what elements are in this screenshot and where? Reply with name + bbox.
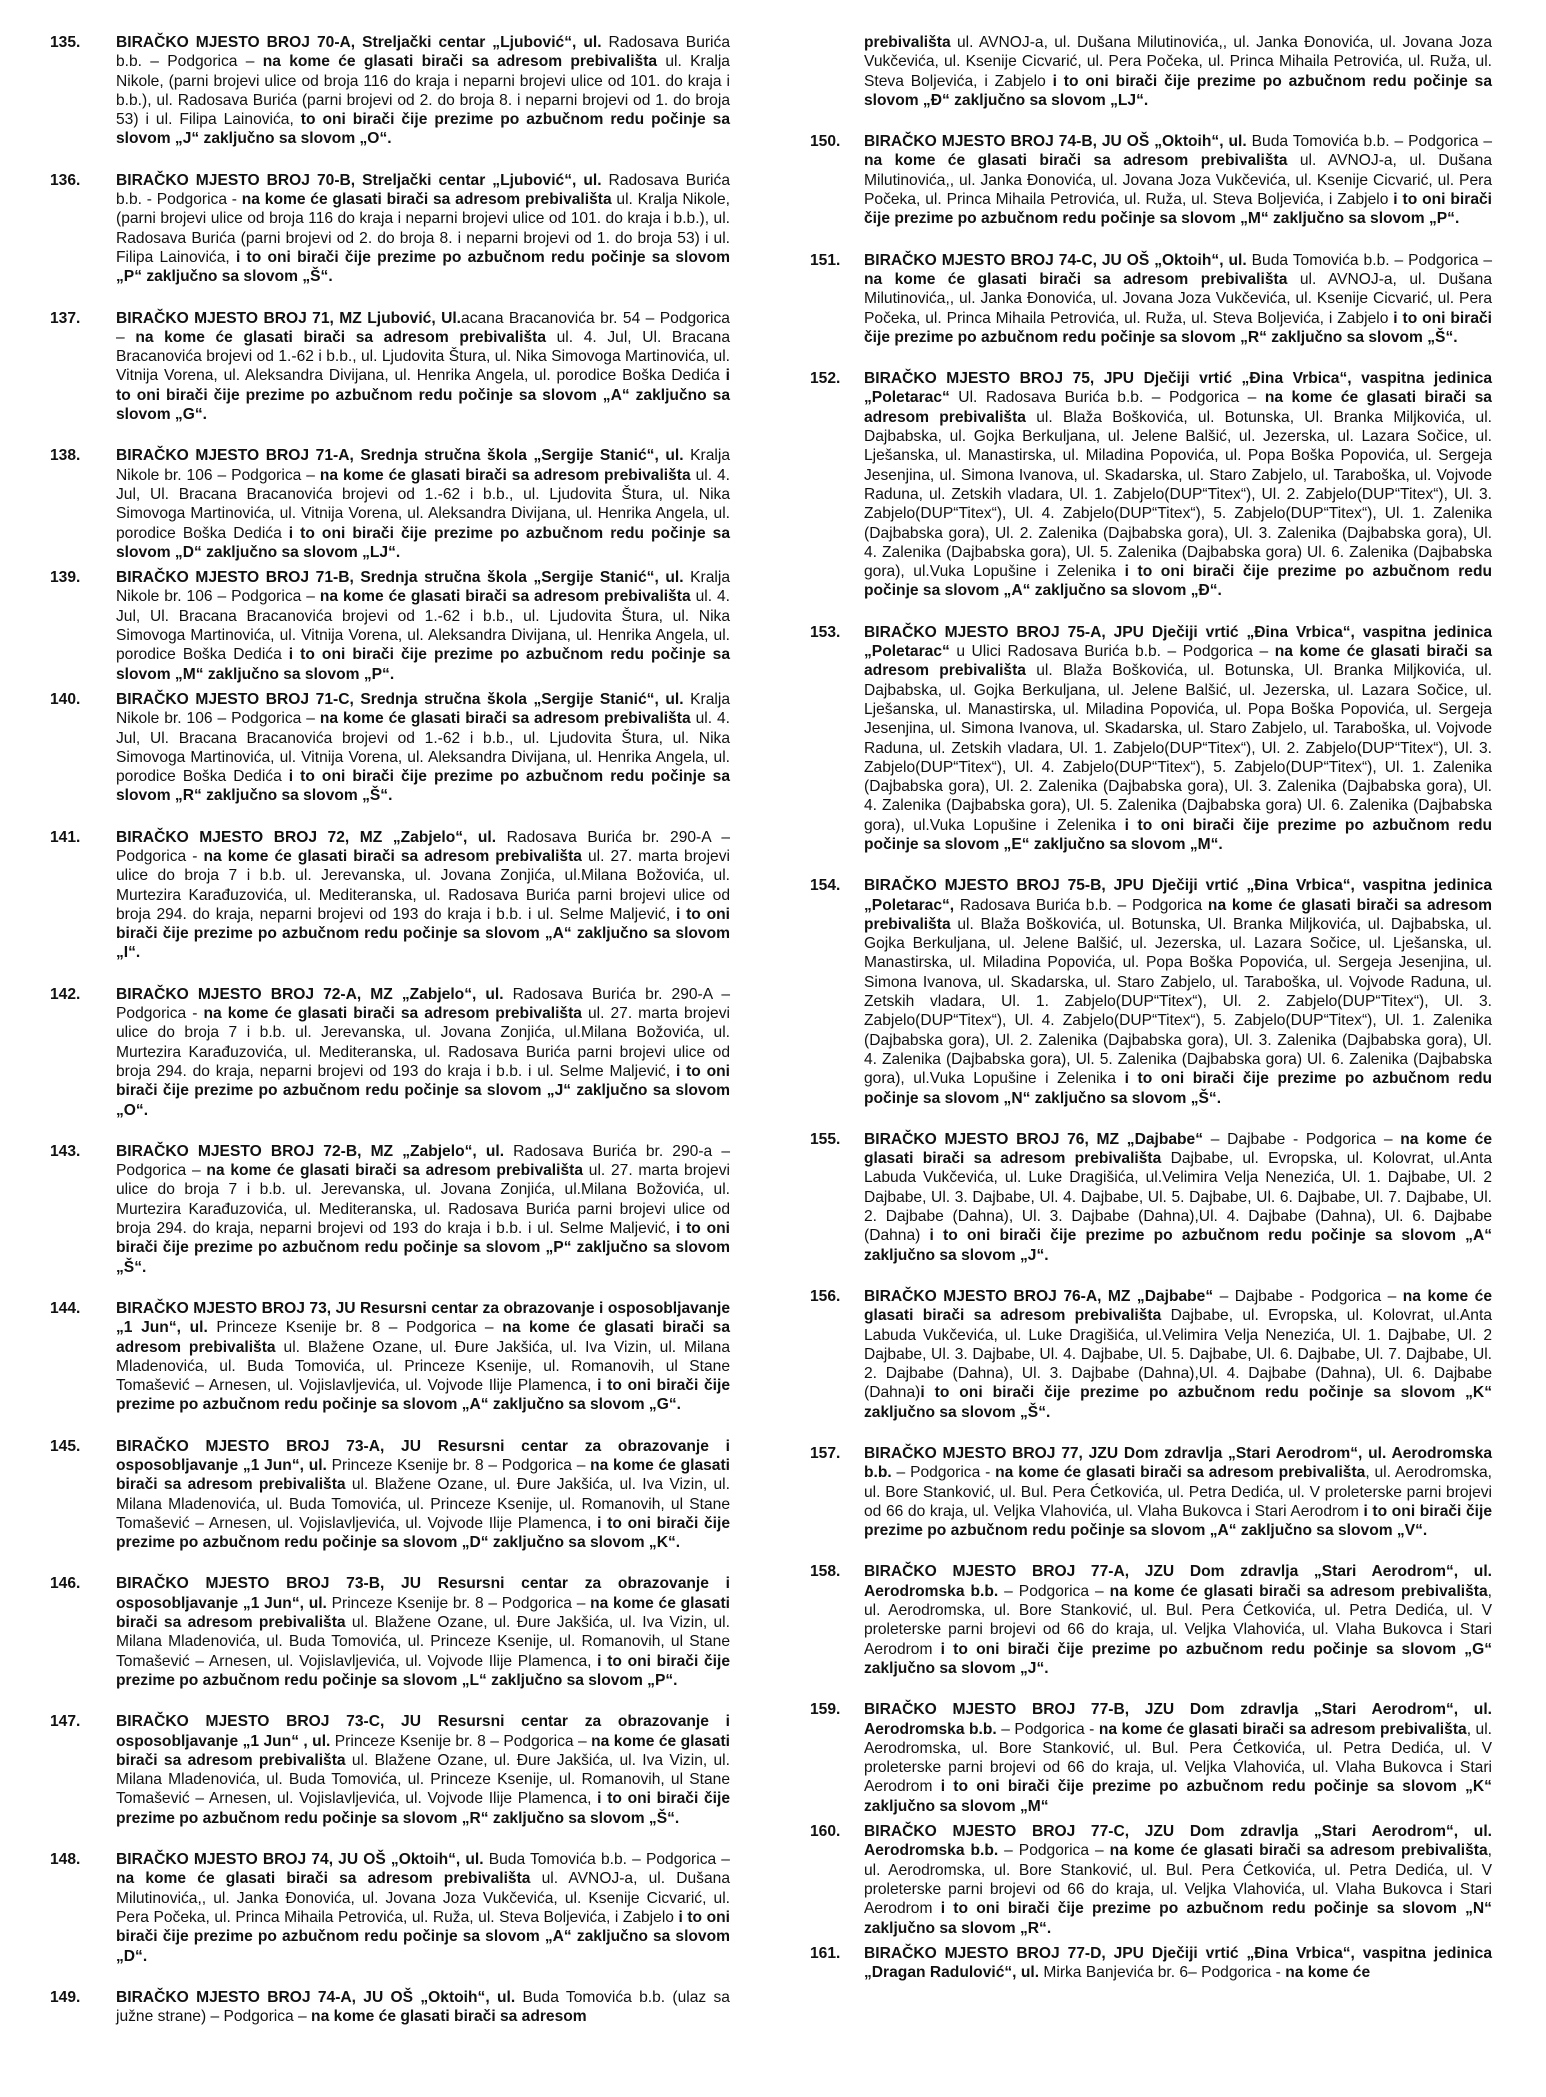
entry-text: BIRAČKO MJESTO BROJ 70-B, Streljački centar „Ljubović“, ul. Radosava Burića b.b. - Podgorica - na kome će glasati birači sa adresom prebivališta ul. Kralja Nikole, (parni brojevi ulice od broja 116 do kraja i neparni brojevi ulice od 101. do kraja i b.b.), ul. Radosava Burića (parni brojevi od 2. do broja 8. i neparni brojevi od 1. do broja 53) i ul. Filipa Lainovića, i to oni birači čije prezime po azbučnom redu počinje sa slovom „P“ zaključno sa slovom „Š“. (116, 171, 730, 286)
entry-number: 151. (810, 251, 841, 269)
entry-text: BIRAČKO MJESTO BROJ 76-A, MZ „Dajbabe“ – Dajbabe - Podgorica – na kome će glasati birači sa adresom prebivališta Dajbabe, ul. Evropska, ul. Kolovrat, ul.Anta Labuda Vukčevića, ul. Luke Dragišića, ul.Velimira Velja Nenezića, Ul. 1. Dajbabe, Ul. 2 Dajbabe, Ul. 3. Dajbabe, Ul. 4. Dajbabe, Ul. 5. Dajbabe, Ul. 6. Dajbabe, Ul. 7. Dajbabe, Ul. 2. Dajbabe (Dahna), Ul. 3. Dajbabe (Dahna),Ul. 4. Dajbabe (Dahna), Ul. 6. Dajbabe (Dahna)i to oni birači čije prezime po azbučnom redu počinje sa slovom „K“ zaključno sa slovom „Š“. (864, 1287, 1492, 1421)
entry-text: BIRAČKO MJESTO BROJ 74-C, JU OŠ „Oktoih“, ul. Buda Tomovića b.b. – Podgorica – na kome će glasati birači sa adresom prebivališta ul. AVNOJ-a, ul. Dušana Milutinovića,, ul. Janka Đonovića, ul. Jovana Joza Vukčevića, ul. Ksenije Cicvarić, ul. Pera Počeka, ul. Princa Mihaila Petrovića, ul. Ruža, ul. Steva Boljevića, i Zabjelo i to oni birači čije prezime po azbučnom redu počinje sa slovom „R“ zaključno sa slovom „Š“. (864, 251, 1492, 346)
polling-station-entry (810, 1562, 1492, 1678)
entry-text: BIRAČKO MJESTO BROJ 72, MZ „Zabjelo“, ul. Radosava Burića br. 290-A – Podgorica - na kome će glasati birači sa adresom prebivališta ul. 27. marta brojevi ulice do broja 7 i b.b. ul. Jerevanska, ul. Jovana Zonjića, ul.Milana Božovića, ul. Murtezira Karađuzovića, ul. Mediteranska, ul. Radosava Burića parni brojevi ulice od broja 294. do kraja, neparni brojevi od 193 do kraja i b.b. i ul. Selme Maljević, i to oni birači čije prezime po azbučnom redu počinje sa slovom „A“ zaključno sa slovom „I“. (116, 828, 730, 962)
entry-text: BIRAČKO MJESTO BROJ 71-C, Srednja stručna škola „Sergije Stanić“, ul. Kralja Nikole br. 106 – Podgorica – na kome će glasati birači sa adresom prebivališta ul. 4. Jul, Ul. Bracana Bracanovića brojevi od 1.-62 i b.b., ul. Ljudovita Štura, ul. Nika Simovoga Martinovića, ul. Vitnija Vorena, ul. Aleksandra Divijana, ul. Henrika Angela, ul. porodice Boška Dedića i to oni birači čije prezime po azbučnom redu počinje sa slovom „R“ zaključno sa slovom „Š“. (116, 690, 731, 805)
entry-number: 161. (810, 1944, 841, 1962)
entry-text: BIRAČKO MJESTO BROJ 77-D, JPU Dječiji vrtić „Đina Vrbica“, vaspitna jedinica „Dragan Radulović“, ul. Mirka Banjevića br. 6– Podgorica - na kome će (864, 1944, 1492, 1982)
polling-station-entry (50, 1142, 730, 1277)
entry-text: BIRAČKO MJESTO BROJ 76, MZ „Dajbabe“ – Dajbabe - Podgorica – na kome će glasati birači sa adresom prebivališta Dajbabe, ul. Evropska, ul. Kolovrat, ul.Anta Labuda Vukčevića, ul. Luke Dragišića, ul.Velimira Velja Nenezića, Ul. 1. Dajbabe, Ul. 2 Dajbabe, Ul. 3. Dajbabe, Ul. 4. Dajbabe, Ul. 5. Dajbabe, Ul. 6. Dajbabe, Ul. 7. Dajbabe, Ul. 2. Dajbabe (Dahna), Ul. 3. Dajbabe (Dahna),Ul. 4. Dajbabe (Dahna), Ul. 6. Dajbabe (Dahna) i to oni birači čije prezime po azbučnom redu počinje sa slovom „A“ zaključno sa slovom „J“. (864, 1130, 1492, 1264)
entry-number: 141. (50, 828, 81, 846)
entry-number: 144. (50, 1299, 81, 1317)
polling-station-entry (810, 251, 1492, 347)
entry-number: 160. (810, 1823, 841, 1841)
entry-number: 159. (810, 1701, 841, 1719)
entry-number: 149. (50, 1988, 81, 2006)
entry-text: BIRAČKO MJESTO BROJ 71-B, Srednja stručna škola „Sergije Stanić“, ul. Kralja Nikole br. 106 – Podgorica – na kome će glasati birači sa adresom prebivališta ul. 4. Jul, Ul. Bracana Bracanovića brojevi od 1.-62 i b.b., ul. Ljudovita Štura, ul. Nika Simovoga Martinovića, ul. Vitnija Vorena, ul. Aleksandra Divijana, ul. Henrika Angela, ul. porodice Boška Dedića i to oni birači čije prezime po azbučnom redu počinje sa slovom „M“ zaključno sa slovom „P“. (116, 569, 731, 683)
entry-text: BIRAČKO MJESTO BROJ 74-B, JU OŠ „Oktoih“, ul. Buda Tomovića b.b. – Podgorica – na kome će glasati birači sa adresom prebivališta ul. AVNOJ-a, ul. Dušana Milutinovića,, ul. Janka Đonovića, ul. Jovana Joza Vukčevića, ul. Ksenije Cicvarić, ul. Pera Počeka, ul. Princa Mihaila Petrovića, ul. Ruža, ul. Steva Boljevića, i Zabjelo i to oni birači čije prezime po azbučnom redu počinje sa slovom „M“ zaključno sa slovom „P“. (864, 133, 1492, 228)
polling-station-entry (810, 1944, 1492, 1983)
polling-station-entry (810, 1130, 1492, 1265)
entry-number: 143. (50, 1142, 81, 1160)
entry-number: 155. (810, 1130, 841, 1148)
polling-station-entry (810, 876, 1492, 1108)
entry-number: 148. (50, 1851, 81, 1869)
entry-text: BIRAČKO MJESTO BROJ 75, JPU Dječiji vrtić „Đina Vrbica“, vaspitna jedinica „Poletarac“ Ul. Radosava Burića b.b. – Podgorica – na kome će glasati birači sa adresom prebivališta ul. Blaža Boškovića, ul. Botunska, Ul. Branka Miljkovića, ul. Dajbabska, ul. Gojka Berkuljana, ul. Jelene Balšić, ul. Jezerska, ul. Lazara Sočice, ul. Lješanska, ul. Manastirska, ul. Miladina Popovića, ul. Popa Boška Popovića, ul. Sergeja Jesenjina, ul. Simona Ivanova, ul. Skadarska, ul. Staro Zabjelo, ul. Taraboška, ul. Vojvode Raduna, ul. Zetskih vladara, Ul. 1. Zabjelo(DUP“Titex“), Ul. 2. Zabjelo(DUP“Titex“), Ul. 3. Zabjelo(DUP“Titex“), Ul. 4. Zabjelo(DUP“Titex“), 5. Zabjelo(DUP“Titex“), Ul. 1. Zalenika (Dajbabska gora), Ul. 2. Zalenika (Dajbabska gora), Ul. 3. Zalenika (Dajbabska gora), Ul. 4. Zalenika (Dajbabska gora), Ul. 5. Zalenika (Dajbabska gora) Ul. 6. Zalenika (Dajbabska gora), ul.Vuka Lopušine i Zelenika i to oni birači čije prezime po azbučnom redu počinje sa slovom „A“ zaključno sa slovom „Đ“. (864, 370, 1492, 600)
entry-number: 147. (50, 1713, 81, 1731)
entry-number: 145. (50, 1437, 81, 1455)
polling-station-entry (50, 985, 730, 1120)
polling-station-entry (50, 33, 730, 149)
entry-text: BIRAČKO MJESTO BROJ 73-B, JU Resursni centar za obrazovanje i osposobljavanje „1 Jun“, ul. Princeze Ksenije br. 8 – Podgorica – na kome će glasati birači sa adresom prebivališta ul. Blažene Ozane, ul. Đure Jakšića, ul. Iva Vizin, ul. Milana Mladenovića, ul. Buda Tomovića, ul. Princeze Ksenije, ul. Romanovih, ul Stane Tomašević – Arnesen, ul. Vojislavljevića, ul. Vojvode Ilije Plamenca, i to oni birači čije prezime po azbučnom redu počinje sa slovom „L“ zaključno sa slovom „P“. (116, 1575, 730, 1689)
entry-number: 140. (50, 690, 81, 708)
polling-station-entry (50, 1712, 730, 1828)
entry-number: 153. (810, 623, 841, 641)
polling-station-entry (50, 1299, 730, 1415)
polling-station-entry (50, 1988, 730, 2027)
polling-station-entry (50, 446, 730, 562)
polling-station-entry (50, 309, 730, 425)
entry-number: 157. (810, 1445, 841, 1462)
entry-number: 139. (50, 569, 81, 587)
entry-number: 154. (810, 877, 841, 895)
entry-number: 142. (50, 985, 81, 1003)
entry-number: 146. (50, 1575, 81, 1593)
polling-station-entry (810, 33, 1492, 110)
polling-station-entry (810, 1444, 1492, 1540)
entry-text: BIRAČKO MJESTO BROJ 73-C, JU Resursni centar za obrazovanje i osposobljavanje „1 Jun“ , ul. Princeze Ksenije br. 8 – Podgorica – na kome će glasati birači sa adresom prebivališta ul. Blažene Ozane, ul. Đure Jakšića, ul. Iva Vizin, ul. Milana Mladenovića, ul. Buda Tomovića, ul. Princeze Ksenije, ul. Romanovih, ul Stane Tomašević – Arnesen, ul. Vojislavljevića, ul. Vojvode Ilije Plamenca, i to oni birači čije prezime po azbučnom redu počinje sa slovom „R“ zaključno sa slovom „Š“. (116, 1713, 731, 1827)
entry-text: BIRAČKO MJESTO BROJ 74, JU OŠ „Oktoih“, ul. Buda Tomovića b.b. – Podgorica – na kome će glasati birači sa adresom prebivališta ul. AVNOJ-a, ul. Dušana Milutinovića,, ul. Janka Đonovića, ul. Jovana Joza Vukčevića, ul. Ksenije Cicvarić, ul. Pera Počeka, ul. Princa Mihaila Petrovića, ul. Ruža, ul. Steva Boljevića, i Zabjelo i to oni birači čije prezime po azbučnom redu počinje sa slovom „A“ zaključno sa slovom „D“. (116, 1851, 730, 1965)
entry-text: BIRAČKO MJESTO BROJ 77-A, JZU Dom zdravlja „Stari Aerodrom“, ul. Aerodromska b.b. – Podgorica – na kome će glasati birači sa adresom prebivališta, ul. Aerodromska, ul. Bore Stanković, ul. Bul. Pera Ćetkovića, ul. Petra Dedića, ul. V proleterske parni brojevi od 66 do kraja, ul. Veljka Vlahovića, ul. Vlaha Bukovca i Stari Aerodrom i to oni birači čije prezime po azbučnom redu počinje sa slovom „G“ zaključno sa slovom „J“. (864, 1563, 1492, 1677)
polling-station-entry (810, 1700, 1492, 1816)
polling-station-entry (50, 1437, 730, 1553)
polling-station-entry (810, 132, 1492, 228)
right-column (810, 33, 1492, 2077)
polling-station-entry (50, 568, 730, 684)
entry-number: 135. (50, 34, 81, 51)
entry-text: BIRAČKO MJESTO BROJ 74-A, JU OŠ „Oktoih“, ul. Buda Tomovića b.b. (ulaz sa južne strane) – Podgorica – na kome će glasati birači sa adresom (116, 1988, 730, 2026)
polling-station-entry (50, 828, 730, 963)
entry-text: BIRAČKO MJESTO BROJ 71-A, Srednja stručna škola „Sergije Stanić“, ul. Kralja Nikole br. 106 – Podgorica – na kome će glasati birači sa adresom prebivališta ul. 4. Jul, Ul. Bracana Bracanovića brojevi od 1.-62 i b.b., ul. Ljudovita Štura, ul. Nika Simovoga Martinovića, ul. Vitnija Vorena, ul. Aleksandra Divijana, ul. Henrika Angela, ul. porodice Boška Dedića i to oni birači čije prezime po azbučnom redu počinje sa slovom „D“ zaključno sa slovom „LJ“. (116, 447, 731, 561)
entry-text: BIRAČKO MJESTO BROJ 70-A, Streljački centar „Ljubović“, ul. Radosava Burića b.b. – Podgorica – na kome će glasati birači sa adresom prebivališta ul. Kralja Nikole, (parni brojevi ulice od broja 116 do kraja i neparni brojevi ulice od 101. do kraja i b.b.), ul. Radosava Burića (parni brojevi od 2. do broja 8. i neparni brojevi od 1. do broja 53) i ul. Filipa Lainovića, to oni birači čije prezime po azbučnom redu počinje sa slovom „J“ zaključno sa slovom „O“. (116, 34, 730, 148)
entry-text: BIRAČKO MJESTO BROJ 77, JZU Dom zdravlja „Stari Aerodrom“, ul. Aerodromska b.b. – Podgorica - na kome će glasati birači sa adresom prebivališta, ul. Aerodromska, ul. Bore Stanković, ul. Bul. Pera Ćetkovića, ul. Petra Dedića, ul. V proleterske parni brojevi od 66 do kraja, ul. Veljka Vlahovića, ul. Vlaha Bukovca i Stari Aerodrom i to oni birači čije prezime po azbučnom redu počinje sa slovom „A“ zaključno sa slovom „V“. (864, 1445, 1492, 1540)
entry-text: BIRAČKO MJESTO BROJ 77-B, JZU Dom zdravlja „Stari Aerodrom“, ul. Aerodromska b.b. – Podgorica - na kome će glasati birači sa adresom prebivališta, ul. Aerodromska, ul. Bore Stanković, ul. Bul. Pera Ćetkovića, ul. Petra Dedića, ul. V proleterske parni brojevi od 66 do kraja, ul. Veljka Vlahovića, ul. Vlaha Bukovca i Stari Aerodrom i to oni birači čije prezime po azbučnom redu počinje sa slovom „K“ zaključno sa slovom „M“ (864, 1701, 1492, 1815)
polling-station-entry (810, 1287, 1492, 1422)
entry-text: BIRAČKO MJESTO BROJ 71, MZ Ljubović, Ul.acana Bracanovića br. 54 – Podgorica – na kome će glasati birači sa adresom prebivališta ul. 4. Jul, Ul. Bracana Bracanovića brojevi od 1.-62 i b.b., ul. Ljudovita Štura, ul. Nika Simovoga Martinovića, ul. Vitnija Vorena, ul. Aleksandra Divijana, ul. Henrika Angela, ul. porodice Boška Dedića i to oni birači čije prezime po azbučnom redu počinje sa slovom „A“ zaključno sa slovom „G“. (116, 309, 731, 424)
entry-text: BIRAČKO MJESTO BROJ 72-A, MZ „Zabjelo“, ul. Radosava Burića br. 290-A – Podgorica - na kome će glasati birači sa adresom prebivališta ul. 27. marta brojevi ulice do broja 7 i b.b. ul. Jerevanska, ul. Jovana Zonjića, ul.Milana Božovića, ul. Murtezira Karađuzovića, ul. Mediteranska, ul. Radosava Burića parni brojevi ulice od broja 294. do kraja, neparni brojevi od 193 do kraja i b.b. i ul. Selme Maljević, i to oni birači čije prezime po azbučnom redu počinje sa slovom „J“ zaključno sa slovom „O“. (116, 985, 730, 1119)
entry-number: 150. (810, 133, 841, 151)
polling-station-entry (50, 690, 730, 806)
entry-text: prebivališta ul. AVNOJ-a, ul. Dušana Milutinovića,, ul. Janka Đonovića, ul. Jovana Joza Vukčevića, ul. Ksenije Cicvarić, ul. Pera Počeka, ul. Princa Mihaila Petrovića, ul. Ruža, ul. Steva Boljevića, i Zabjelo i to oni birači čije prezime po azbučnom redu počinje sa slovom „Đ“ zaključno sa slovom „LJ“. (864, 34, 1492, 109)
entry-text: BIRAČKO MJESTO BROJ 73-A, JU Resursni centar za obrazovanje i osposobljavanje „1 Jun“, ul. Princeze Ksenije br. 8 – Podgorica – na kome će glasati birači sa adresom prebivališta ul. Blažene Ozane, ul. Đure Jakšića, ul. Iva Vizin, ul. Milana Mladenovića, ul. Buda Tomovića, ul. Princeze Ksenije, ul. Romanovih, ul Stane Tomašević – Arnesen, ul. Vojislavljevića, ul. Vojvode Ilije Plamenca, i to oni birači čije prezime po azbučnom redu počinje sa slovom „D“ zaključno sa slovom „K“. (116, 1437, 730, 1552)
entry-text: BIRAČKO MJESTO BROJ 77-C, JZU Dom zdravlja „Stari Aerodrom“, ul. Aerodromska b.b. – Podgorica – na kome će glasati birači sa adresom prebivališta, ul. Aerodromska, ul. Bore Stanković, ul. Bul. Pera Ćetkovića, ul. Petra Dedića, ul. V proleterske parni brojevi od 66 do kraja, ul. Veljka Vlahovića, ul. Vlaha Bukovca i Stari Aerodrom i to oni birači čije prezime po azbučnom redu počinje sa slovom „N“ zaključno sa slovom „R“. (864, 1823, 1492, 1937)
entry-number: 158. (810, 1563, 841, 1581)
polling-station-entry (810, 369, 1492, 601)
entry-text: BIRAČKO MJESTO BROJ 72-B, MZ „Zabjelo“, ul. Radosava Burića br. 290-a – Podgorica – na kome će glasati birači sa adresom prebivališta ul. 27. marta brojevi ulice do broja 7 i b.b. ul. Jerevanska, ul. Jovana Zonjića, ul.Milana Božovića, ul. Murtezira Karađuzovića, ul. Mediteranska, ul. Radosava Burića parni brojevi ulice od broja 294. do kraja, neparni brojevi od 193 do kraja i b.b. i ul. Selme Maljević, i to oni birači čije prezime po azbučnom redu počinje sa slovom „P“ zaključno sa slovom „Š“. (116, 1142, 730, 1276)
entry-number: 138. (50, 447, 81, 465)
polling-station-entry (50, 1850, 730, 1966)
entry-number: 156. (810, 1287, 841, 1305)
polling-station-entry (50, 171, 730, 287)
polling-station-entry (810, 1822, 1492, 1938)
entry-number: 137. (50, 309, 81, 327)
entry-number: 152. (810, 370, 841, 388)
entry-text: BIRAČKO MJESTO BROJ 75-A, JPU Dječiji vrtić „Đina Vrbica“, vaspitna jedinica „Poletarac“ u Ulici Radosava Burića b.b. – Podgorica – na kome će glasati birači sa adresom prebivališta ul. Blaža Boškovića, ul. Botunska, Ul. Branka Miljkovića, ul. Dajbabska, ul. Gojka Berkuljana, ul. Jelene Balšić, ul. Jezerska, ul. Lazara Sočice, ul. Lješanska, ul. Manastirska, ul. Miladina Popovića, ul. Popa Boška Popovića, ul. Sergeja Jesenjina, ul. Simona Ivanova, ul. Skadarska, ul. Staro Zabjelo, ul. Taraboška, ul. Vojvode Raduna, ul. Zetskih vladara, Ul. 1. Zabjelo(DUP“Titex“), Ul. 2. Zabjelo(DUP“Titex“), Ul. 3. Zabjelo(DUP“Titex“), Ul. 4. Zabjelo(DUP“Titex“), 5. Zabjelo(DUP“Titex“), Ul. 1. Zalenika (Dajbabska gora), Ul. 2. Zalenika (Dajbabska gora), Ul. 3. Zalenika (Dajbabska gora), Ul. 4. Zalenika (Dajbabska gora), Ul. 5. Zalenika (Dajbabska gora) Ul. 6. Zalenika (Dajbabska gora), ul.Vuka Lopušine i Zelenika i to oni birači čije prezime po azbučnom redu počinje sa slovom „E“ zaključno sa slovom „M“. (864, 623, 1493, 853)
polling-station-entry (810, 623, 1492, 855)
entry-text: BIRAČKO MJESTO BROJ 73, JU Resursni centar za obrazovanje i osposobljavanje „1 Jun“, ul. Princeze Ksenije br. 8 – Podgorica – na kome će glasati birači sa adresom prebivališta ul. Blažene Ozane, ul. Đure Jakšića, ul. Iva Vizin, ul. Milana Mladenovića, ul. Buda Tomovića, ul. Princeze Ksenije, ul. Romanovih, ul Stane Tomašević – Arnesen, ul. Vojislavljevića, ul. Vojvode Ilije Plamenca, i to oni birači čije prezime po azbučnom redu počinje sa slovom „A“ zaključno sa slovom „G“. (116, 1299, 730, 1414)
left-column (50, 33, 730, 2077)
polling-station-entry (50, 1574, 730, 1690)
entry-text: BIRAČKO MJESTO BROJ 75-B, JPU Dječiji vrtić „Đina Vrbica“, vaspitna jedinica „Poletarac“, Radosava Burića b.b. – Podgorica na kome će glasati birači sa adresom prebivališta ul. Blaža Boškovića, ul. Botunska, Ul. Branka Miljkovića, ul. Dajbabska, ul. Gojka Berkuljana, ul. Jelene Balšić, ul. Jezerska, ul. Lazara Sočice, ul. Lješanska, ul. Manastirska, ul. Miladina Popovića, ul. Popa Boška Popovića, ul. Sergeja Jesenjina, ul. Simona Ivanova, ul. Skadarska, ul. Staro Zabjelo, ul. Taraboška, ul. Vojvode Raduna, ul. Zetskih vladara, Ul. 1. Zabjelo(DUP“Titex“), Ul. 2. Zabjelo(DUP“Titex“), Ul. 3. Zabjelo(DUP“Titex“), Ul. 4. Zabjelo(DUP“Titex“), 5. Zabjelo(DUP“Titex“), Ul. 1. Zalenika (Dajbabska gora), Ul. 2. Zalenika (Dajbabska gora), Ul. 3. Zalenika (Dajbabska gora), Ul. 4. Zalenika (Dajbabska gora), Ul. 5. Zalenika (Dajbabska gora) Ul. 6. Zalenika (Dajbabska gora), ul.Vuka Lopušine i Zelenika i to oni birači čije prezime po azbučnom redu počinje sa slovom „N“ zaključno sa slovom „Š“. (864, 877, 1493, 1107)
entry-number: 136. (50, 171, 81, 189)
